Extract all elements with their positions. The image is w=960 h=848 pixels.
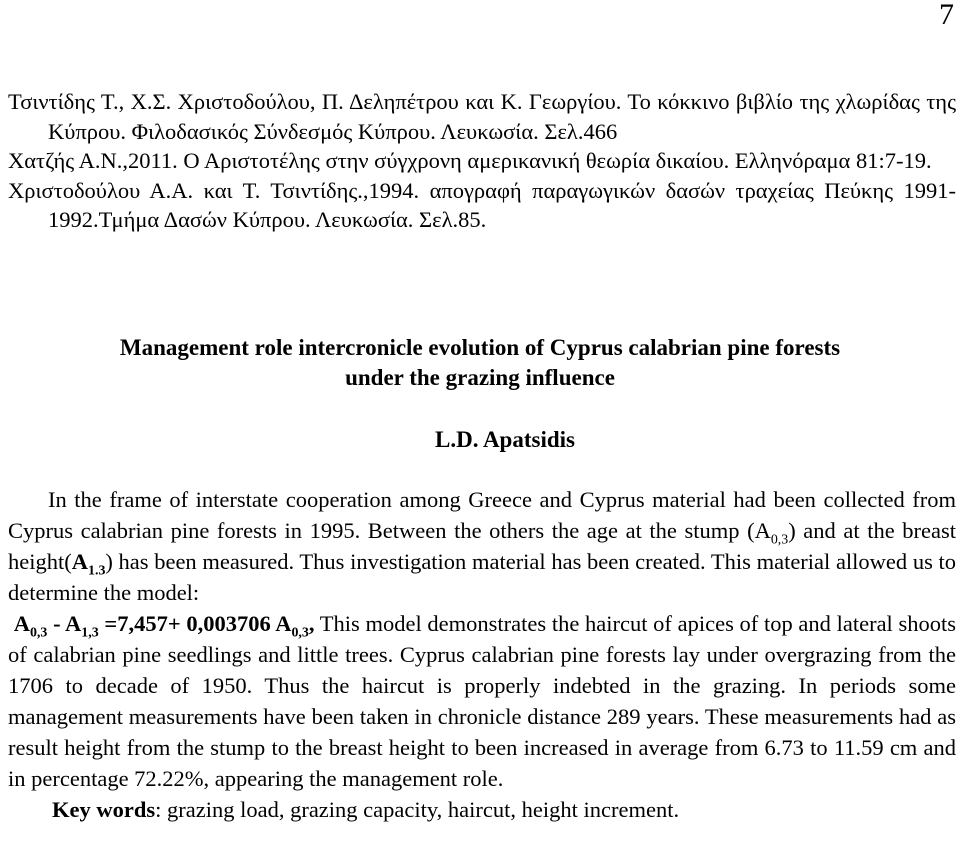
- reference-entry: Χριστοδούλου Α.Α. και Τ. Τσιντίδης.,1994. απογραφή παραγωγικών δασών τραχείας Πεύκης 1991-1992.Τμήμα Δασών Κύπρου. Λευκωσία. Σελ.85.: [8, 177, 956, 232]
- abstract: [8, 484, 956, 825]
- symbol-a: A: [13, 611, 30, 636]
- abstract-text: ) has been measured. Thus investigation material has been created. This material allowed us to determine the model:: [8, 549, 956, 605]
- subscript: 0,3: [29, 625, 48, 641]
- abstract-text: In the frame of interstate cooperation among Greece and Cyprus material had been collected from Cyprus calabrian pine forests in 1995. Between the others the age at the stump (: [8, 487, 956, 543]
- abstract-text: ) and at the breast height(: [8, 518, 956, 574]
- subscript: 1.3: [87, 563, 106, 579]
- keywords-text: : grazing load, grazing capacity, haircut, height increment.: [155, 797, 680, 822]
- symbol-a: A: [754, 518, 771, 543]
- paper-title: [0, 333, 960, 393]
- paper-title-line2: under the grazing influence: [345, 365, 615, 390]
- keywords: [8, 794, 956, 825]
- subscript: 1,3: [81, 625, 99, 641]
- page-number: 7: [939, 0, 954, 31]
- formula-part: ,: [308, 611, 315, 636]
- keywords-label: Key words: [52, 797, 156, 822]
- symbol-a: A: [65, 611, 82, 636]
- abstract-text: This model demonstrates the haircut of apices of top and lateral shoots of calabrian pine seedlings and little trees. Cyprus calabrian pine forests lay under overgrazing from the 1706 to decade of 1950. Thus the haircut is properly indebted in the grazing. In periods some management measurements have been taken in chronicle distance 289 years. These measurements had as result height from the stump to the breast height to been increased in average from 6.73 to 11.59 cm and in percentage 72.22%, appearing the management role.: [8, 611, 957, 791]
- reference-entry: Χατζής Α.Ν.,2011. Ο Αριστοτέλης στην σύγχρονη αμερικανική θεωρία δικαίου. Ελληνόραμα 81:7-19.: [8, 148, 932, 173]
- symbol-a: A: [275, 611, 292, 636]
- symbol-a: A: [71, 549, 88, 574]
- reference-list: [8, 87, 956, 235]
- model-formula: [13, 611, 315, 641]
- formula-part: -: [47, 611, 66, 636]
- formula-part: =7,457+ 0,003706: [98, 611, 276, 636]
- paper-title-line1: Management role intercronicle evolution of Cyprus calabrian pine forests: [119, 335, 841, 360]
- subscript: 0,3: [770, 532, 789, 548]
- abstract-paragraph: [8, 608, 956, 794]
- subscript: 0,3: [291, 625, 309, 641]
- abstract-paragraph: [8, 484, 956, 608]
- author-name: L.D. Apatsidis: [435, 427, 575, 452]
- reference-entry: Τσιντίδης Τ., Χ.Σ. Χριστοδούλου, Π. Δεληπέτρου και Κ. Γεωργίου. Το κόκκινο βιβλίο της χλωρίδας της Κύπρου. Φιλοδασικός Σύνδεσμός Κύπρου. Λευκωσία. Σελ.466: [8, 89, 956, 144]
